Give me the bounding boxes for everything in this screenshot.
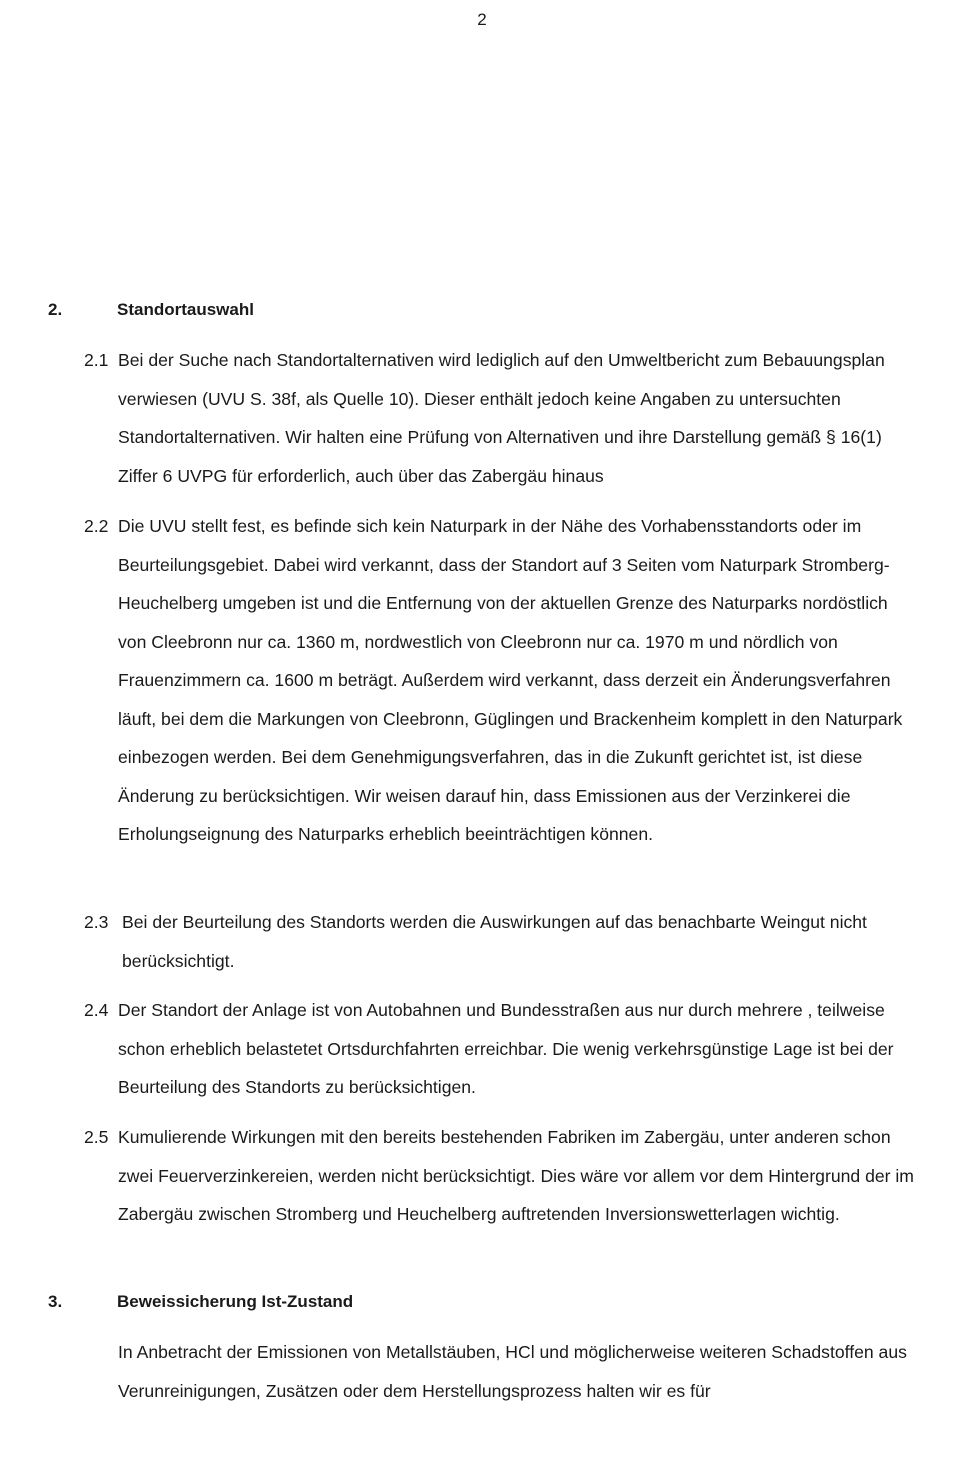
- section-3-paragraph: In Anbetracht der Emissionen von Metallstäuben, HCl und möglicherweise weiteren Schadstoffen aus Verunreinigungen, Zusätzen oder dem Herstellungsprozess halten wir es für: [118, 1342, 907, 1401]
- item-text: Bei der Suche nach Standortalternativen wird lediglich auf den Umweltbericht zum Bebauungsplan verwiesen (UVU S. 38f, als Quelle 10). Dieser enthält jedoch keine Angaben zu untersuchten Standortalternativen. Wir halten eine Prüfung von Alternativen und ihre Darstellung gemäß § 16(1) Ziffer 6 UVPG für erforderlich, auch über das Zabergäu hinaus: [118, 350, 885, 486]
- section-title: Beweissicherung Ist-Zustand: [117, 1292, 354, 1311]
- section-number: 2.: [48, 300, 63, 319]
- list-item-2-2: [84, 507, 920, 854]
- list-item-2-5: [84, 1118, 920, 1234]
- section-number: 3.: [48, 1292, 63, 1311]
- page-number: 2: [477, 10, 487, 29]
- section-title: Standortauswahl: [117, 300, 254, 319]
- item-text: Die UVU stellt fest, es befinde sich kein Naturpark in der Nähe des Vorhabensstandorts oder im Beurteilungsgebiet. Dabei wird verkannt, dass der Standort auf 3 Seiten vom Naturpark Stromberg-Heuchelberg umgeben ist und die Entfernung von der aktuellen Grenze des Naturparks nordöstlich von Cleebronn nur ca. 1360 m, nordwestlich von Cleebronn nur ca. 1970 m und nördlich von Frauenzimmern ca. 1600 m beträgt. Außerdem wird verkannt, dass derzeit ein Änderungsverfahren läuft, bei dem die Markungen von Cleebronn, Güglingen und Brackenheim komplett in den Naturpark einbezogen werden. Bei dem Genehmigungsverfahren, das in die Zukunft gerichtet ist, ist diese Änderung zu berücksichtigen. Wir weisen darauf hin, dass Emissionen aus der Verzinkerei die Erholungseignung des Naturparks erheblich beeinträchtigen können.: [118, 516, 903, 844]
- item-number: 2.2: [84, 516, 109, 536]
- list-item-2-4: [84, 991, 920, 1107]
- item-number: 2.5: [84, 1127, 109, 1147]
- item-number: 2.3: [84, 912, 109, 932]
- list-item-2-1: [84, 341, 920, 495]
- item-text: Kumulierende Wirkungen mit den bereits bestehenden Fabriken im Zabergäu, unter anderen schon zwei Feuerverzinkereien, werden nicht berücksichtigt. Dies wäre vor allem vor dem Hintergrund der im Zabergäu zwischen Stromberg und Heuchelberg auftretenden Inversionswetterlagen wichtig.: [118, 1127, 914, 1224]
- item-number: 2.1: [84, 350, 109, 370]
- item-text: Der Standort der Anlage ist von Autobahnen und Bundesstraßen aus nur durch mehrere , teilweise schon erheblich belastetet Ortsdurchfahrten erreichbar. Die wenig verkehrsgünstige Lage ist bei der Beurteilung des Standorts zu berücksichtigen.: [118, 1000, 894, 1097]
- item-text: Bei der Beurteilung des Standorts werden die Auswirkungen auf das benachbarte Weingut nicht berücksichtigt.: [122, 912, 867, 971]
- item-number: 2.4: [84, 1000, 109, 1020]
- list-item-2-3: [84, 903, 920, 980]
